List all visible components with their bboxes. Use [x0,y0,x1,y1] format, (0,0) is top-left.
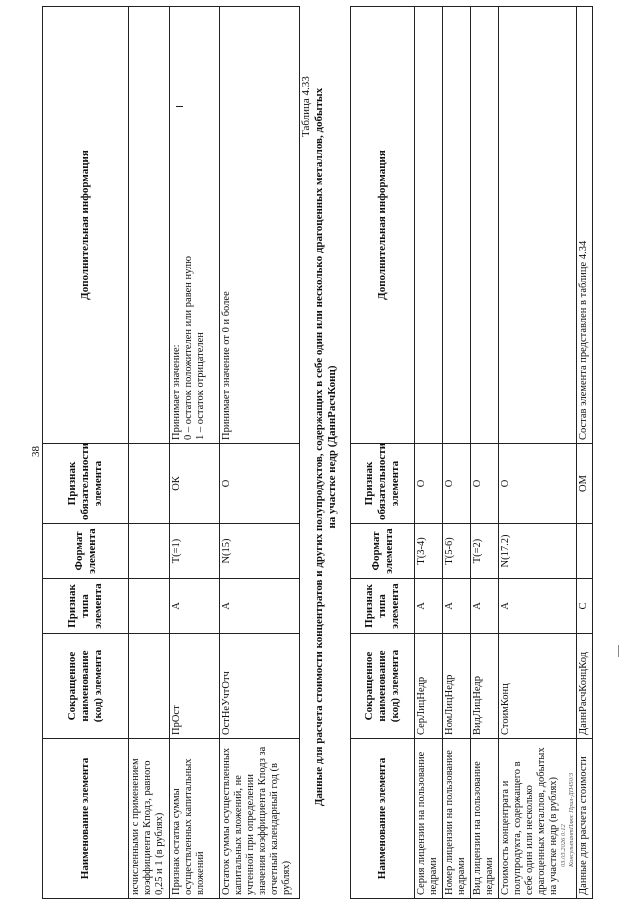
cell-type: А [471,579,499,634]
table-row [170,7,220,899]
cell-info [220,7,300,444]
cell-info [415,7,443,444]
info-line: 1 – остаток отрицателен [195,332,206,440]
cell-code [129,634,170,739]
header-name: Наименование элемента [43,739,129,899]
info-line: Принимает значение: [171,344,182,440]
table-row [220,7,300,899]
table-row [415,7,443,899]
table-row [499,7,577,899]
cell-type: А [499,579,577,634]
cell-required [129,444,170,524]
cell-format: N(17.2) [499,524,577,579]
header-info: Дополнительная информация [351,7,415,444]
cell-type: А [220,579,300,634]
header-code: Сокращенное наименование (код) элемента [43,634,129,739]
cell-name: исчисленными с применением коэффициента Кподз, равного 0,25 и 1 (в рублях) [129,739,170,899]
cell-info [499,7,577,444]
cell-code: СерЛицНедр [415,634,443,739]
cell-format [129,524,170,579]
table-row [443,7,471,899]
cell-required: О [415,444,443,524]
cell-info [443,7,471,444]
cell-required: О [499,444,577,524]
cell-format: Т(3-4) [415,524,443,579]
cell-format: Т(=1) [170,524,220,579]
cell-type: А [443,579,471,634]
cell-required: О [220,444,300,524]
cell-info [129,7,170,444]
page-number: 38 [30,446,42,457]
footer-line: 03.03.2026 0:12 [560,824,567,867]
cell-type: С [577,579,593,634]
cell-info [471,7,499,444]
cell-name: Остаток суммы осуществленных капитальных вложений, не учтенной при определении значения коэффициента Кподз за отчетный календарный год (в рублях) [220,739,300,899]
cell-name: Вид лицензии на пользование недрами [471,739,499,899]
table-row [577,7,593,899]
cell-required: О [471,444,499,524]
footer-line: КонсультантПлюс Прил-ДП450/3 [568,772,575,867]
header-type: Признак типа элемента [351,579,415,634]
cell-type: А [415,579,443,634]
header-info: Дополнительная информация [43,7,129,444]
cell-required: ОК [170,444,220,524]
cell-format: Т(5-6) [443,524,471,579]
info-line: Принимает значение от 0 и более [221,291,232,440]
header-code: Сокращенное наименование (код) элемента [351,634,415,739]
header-format: Формат элемента [43,524,129,579]
cell-code: СтоимКонц [499,634,577,739]
cell-format: N(15) [220,524,300,579]
table-title: Данные для расчета стоимости концентратов и других полупродуктов, содержащих в себе один или несколько драгоценных металлов, добытых на участке недр (ДаннРасчКонц) [313,87,338,807]
cell-format: Т(=2) [471,524,499,579]
info-line: 0 – остаток положителен или равен нулю [183,256,194,440]
table-1 [42,6,300,899]
margin-mark [176,106,183,107]
margin-dash [618,645,619,657]
header-name: Наименование элемента [351,739,415,899]
table-row [129,7,170,899]
cell-required: ОМ [577,444,593,524]
table-2 [350,6,593,899]
cell-info: Состав элемента представлен в таблице 4.34 [577,7,593,444]
table-row [471,7,499,899]
page-footer [560,773,576,867]
cell-code: НомЛицНедр [443,634,471,739]
cell-name: Серия лицензии на пользование недрами [415,739,443,899]
cell-required: О [443,444,471,524]
cell-code: ПрОст [170,634,220,739]
header-required: Признак обязательности элемента [351,444,415,524]
cell-name: Номер лицензии на пользование недрами [443,739,471,899]
cell-code: ВидЛицНедр [471,634,499,739]
cell-type [129,579,170,634]
cell-type: А [170,579,220,634]
cell-format [577,524,593,579]
header-type: Признак типа элемента [43,579,129,634]
cell-name: Данные для расчета стоимости [577,739,593,899]
cell-code: ОстНеУчтОтч [220,634,300,739]
cell-code: ДаннРасчКонцКод [577,634,593,739]
table-number: Таблица 4.33 [300,76,312,137]
header-format: Формат элемента [351,524,415,579]
cell-info [170,7,220,444]
cell-name: Признак остатка суммы осуществленных капитальных вложений [170,739,220,899]
cell-name: Стоимость концентрата и полупродукта, содержащего в себе один или несколько драгоценных металлов, добытых на участке недр (в рублях) [499,739,577,899]
header-required: Признак обязательности элемента [43,444,129,524]
